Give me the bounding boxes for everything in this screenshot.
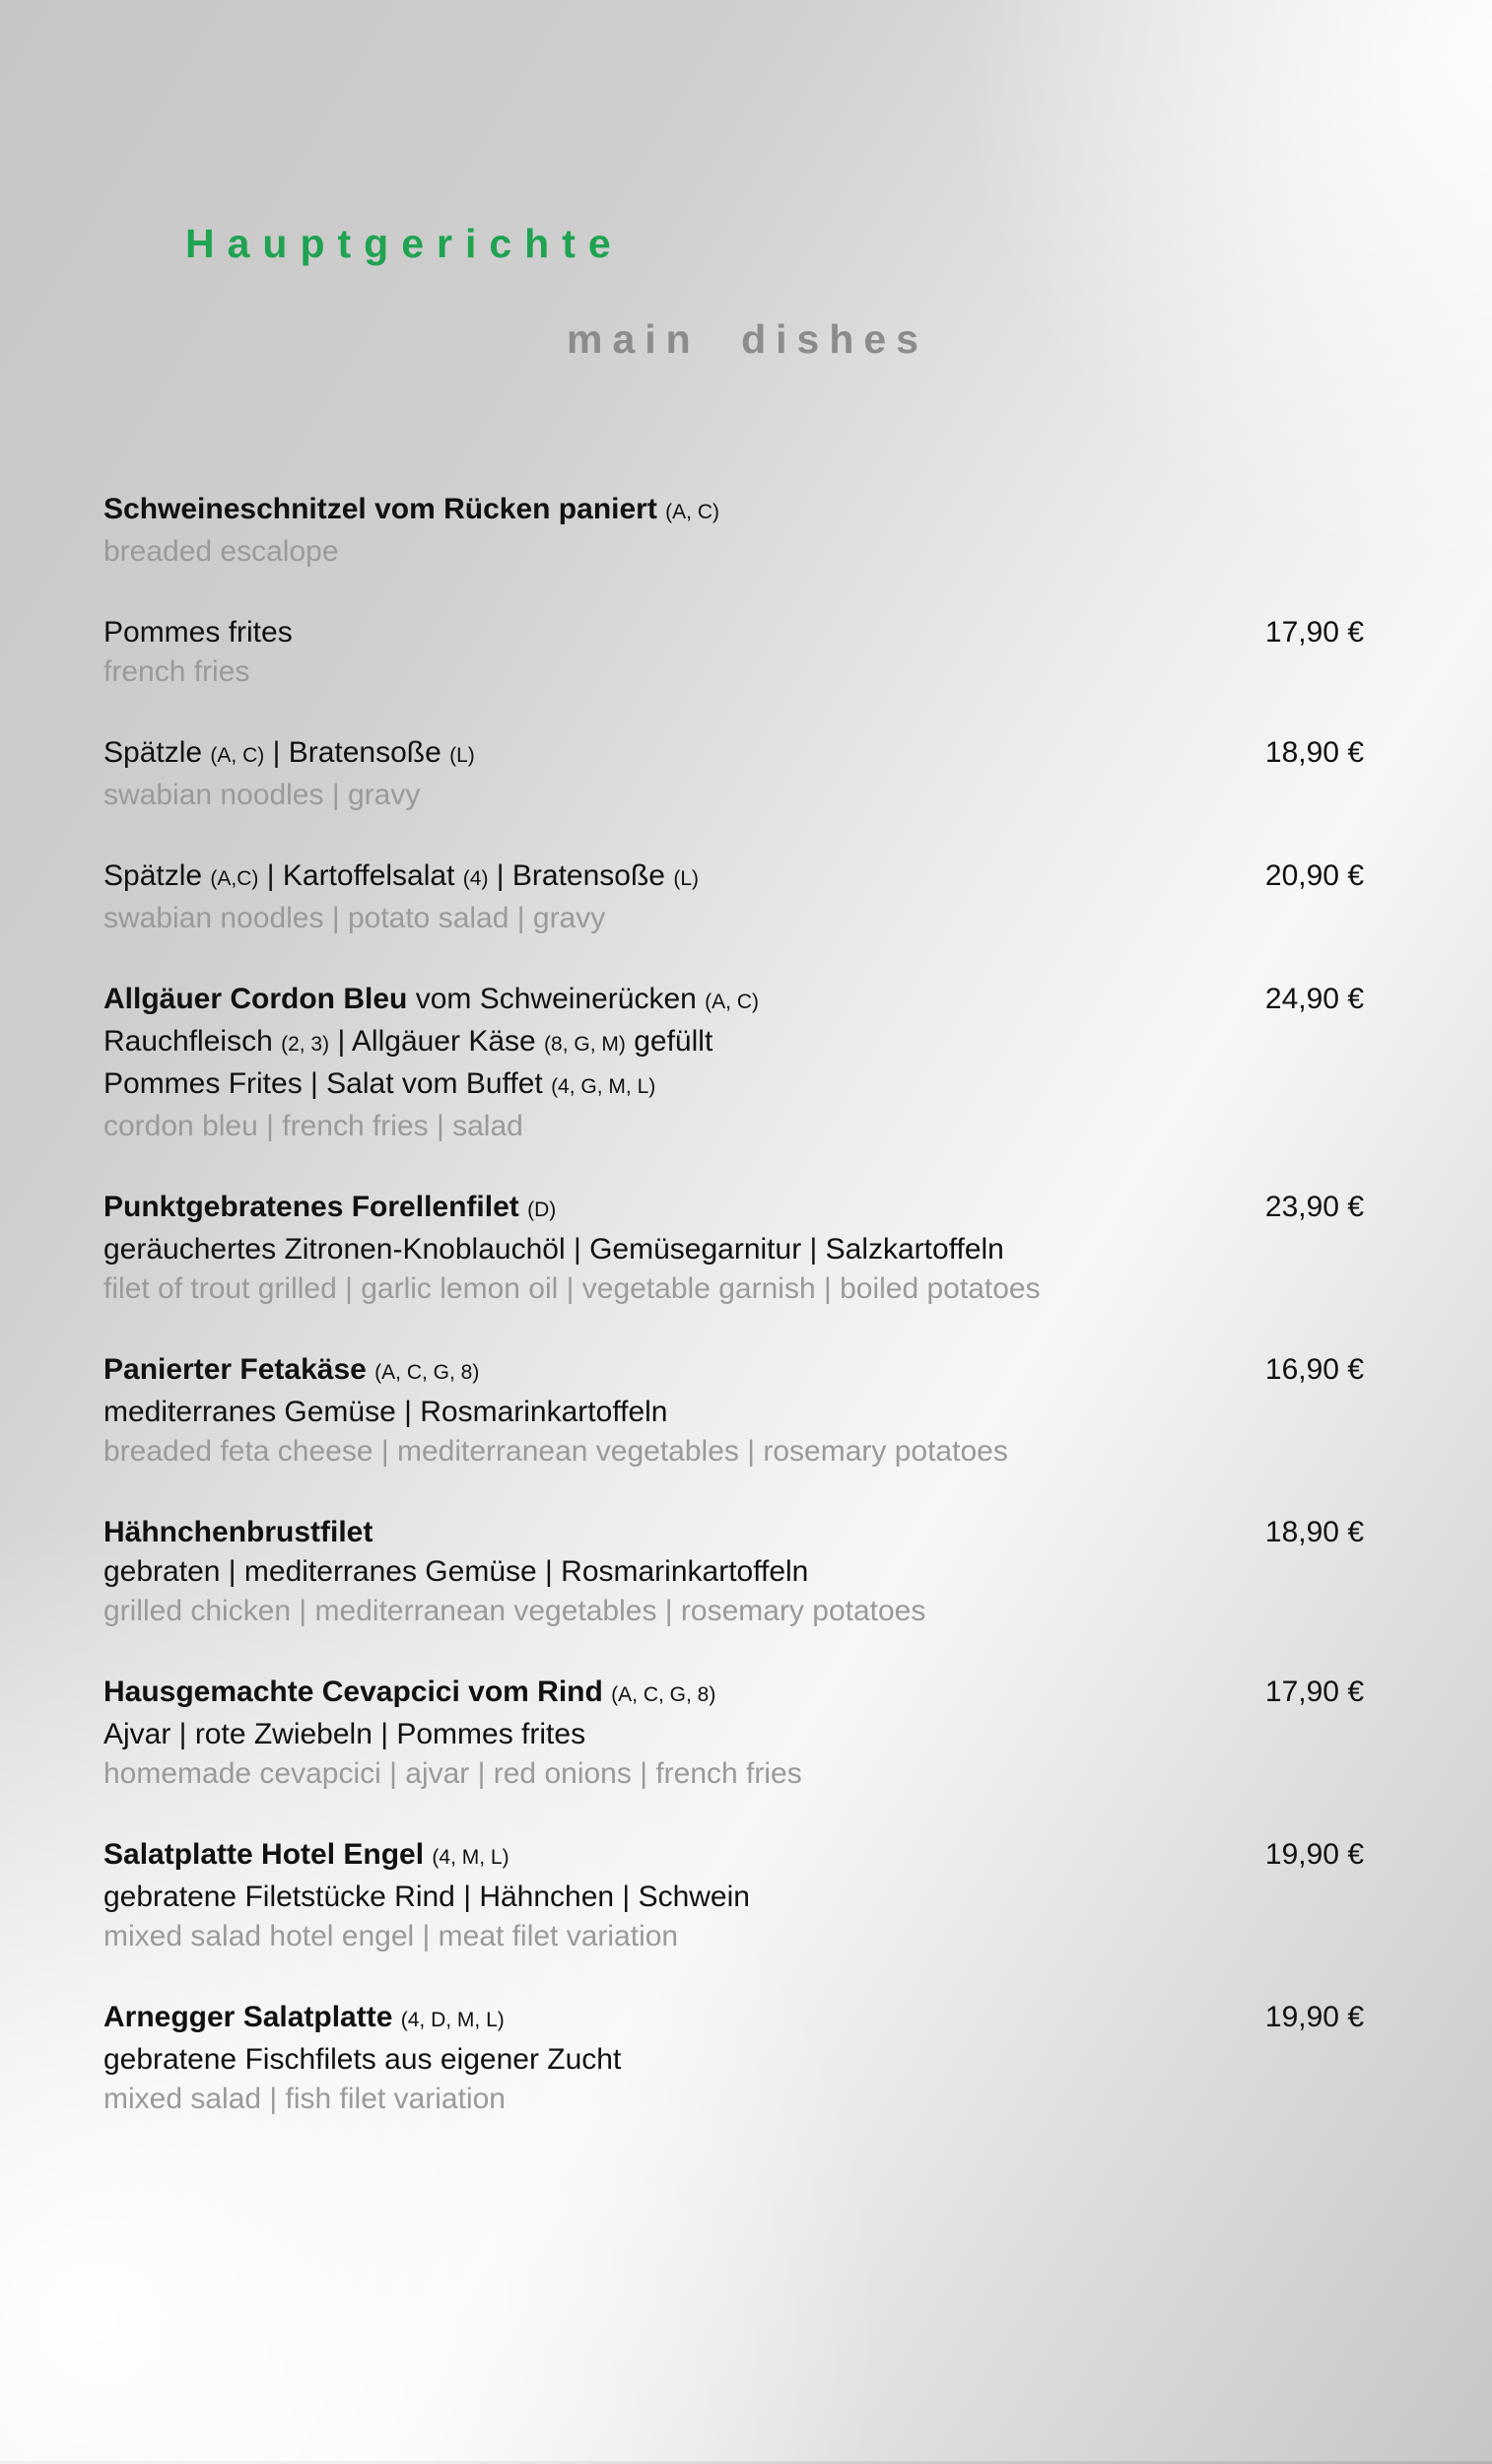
dish-line-german	[103, 856, 1206, 899]
dish-line-german	[103, 1064, 1206, 1107]
menu-item-text	[103, 733, 1206, 815]
dish-name: Panierter Fetakäse	[103, 1353, 375, 1386]
dish-line-english: breaded feta cheese | mediterranean vegetables | rosemary potatoes	[103, 1435, 1008, 1468]
allergen-codes: (A, C)	[210, 744, 265, 767]
dish-price: 19,90 €	[1264, 2001, 1364, 2033]
dish-detail: mediterranes Gemüse | Rosmarinkartoffeln	[103, 1396, 668, 1428]
dish-line-german	[103, 1513, 1206, 1552]
menu-list	[103, 490, 1364, 2160]
dish-detail: Pommes frites	[103, 616, 293, 649]
menu-item	[103, 1835, 1364, 1956]
dish-detail: Spätzle	[103, 859, 211, 892]
dish-detail: Pommes Frites | Salat vom Buffet	[103, 1067, 552, 1100]
allergen-codes: (A, C)	[665, 501, 719, 523]
page-title: Hauptgerichte	[185, 221, 624, 266]
dish-price: 20,90 €	[1264, 859, 1364, 892]
allergen-codes: (A, C, G, 8)	[611, 1683, 716, 1706]
dish-detail: geräuchertes Zitronen-Knoblauchöl | Gemüsegarnitur | Salzkartoffeln	[103, 1233, 1004, 1266]
menu-item-text	[103, 1513, 1206, 1631]
menu-item-text	[103, 490, 1206, 572]
menu-item-text	[103, 1188, 1206, 1309]
dish-line-german	[103, 1715, 1206, 1754]
dish-detail: Rauchfleisch	[103, 1025, 282, 1058]
dish-price: 23,90 €	[1264, 1191, 1364, 1223]
menu-item-text	[103, 1350, 1206, 1472]
dish-line-english: french fries	[103, 655, 250, 688]
dish-detail: | Allgäuer Käse	[329, 1025, 545, 1058]
dish-line-english: homemade cevapcici | ajvar | red onions | french fries	[103, 1757, 802, 1790]
dish-detail: Ajvar | rote Zwiebeln | Pommes frites	[103, 1718, 586, 1750]
allergen-codes: (L)	[449, 744, 475, 767]
menu-item	[103, 1513, 1364, 1631]
dish-line-german	[103, 980, 1206, 1022]
dish-price: 18,90 €	[1264, 1516, 1364, 1548]
dish-line-english: cordon bleu | french fries | salad	[103, 1110, 523, 1142]
dish-line-english: grilled chicken | mediterranean vegetables | rosemary potatoes	[103, 1595, 926, 1627]
allergen-codes: (4, D, M, L)	[400, 2009, 505, 2031]
dish-detail: | Kartoffelsalat	[258, 859, 463, 892]
dish-line-german	[103, 1393, 1206, 1432]
dish-line-german	[103, 1835, 1206, 1878]
allergen-codes: (A, C)	[705, 991, 759, 1013]
dish-price: 18,90 €	[1264, 736, 1364, 769]
menu-item-text	[103, 856, 1206, 938]
menu-item	[103, 613, 1364, 692]
dish-line-german	[103, 2040, 1206, 2080]
dish-line-german	[103, 490, 1206, 532]
allergen-codes: (2, 3)	[281, 1033, 330, 1056]
menu-item	[103, 733, 1364, 815]
allergen-codes: (A, C, G, 8)	[374, 1361, 480, 1384]
dish-price: 17,90 €	[1264, 616, 1364, 649]
menu-item	[103, 490, 1364, 572]
dish-detail: | Bratensoße	[488, 859, 674, 892]
dish-price: 17,90 €	[1264, 1676, 1364, 1708]
dish-detail: | Bratensoße	[264, 736, 450, 769]
dish-name: Allgäuer Cordon Bleu	[103, 983, 408, 1015]
menu-item-text	[103, 1673, 1206, 1794]
dish-line-english: mixed salad hotel engel | meat filet variation	[103, 1920, 679, 1952]
page-subtitle: main dishes	[567, 316, 928, 362]
dish-line-german	[103, 1230, 1206, 1269]
dish-name: Arnegger Salatplatte	[103, 2001, 401, 2033]
allergen-codes: (L)	[673, 867, 699, 890]
dish-name: Punktgebratenes Forellenfilet	[103, 1191, 528, 1223]
allergen-codes: (4, M, L)	[432, 1846, 509, 1869]
allergen-codes: (4)	[462, 867, 489, 890]
dish-name: Schweineschnitzel vom Rücken paniert	[103, 493, 666, 525]
dish-line-english: breaded escalope	[103, 535, 339, 568]
menu-item	[103, 1998, 1364, 2119]
dish-line-german	[103, 1878, 1206, 1917]
menu-item	[103, 980, 1364, 1146]
menu-item-text	[103, 980, 1206, 1146]
menu-item-text	[103, 613, 1206, 692]
dish-detail: vom Schweinerücken	[407, 983, 706, 1015]
allergen-codes: (8, G, M)	[544, 1033, 626, 1056]
dish-detail: gefüllt	[625, 1025, 713, 1058]
dish-detail: gebratene Filetstücke Rind | Hähnchen | Schwein	[103, 1881, 750, 1913]
dish-line-german	[103, 1188, 1206, 1230]
dish-detail: gebraten | mediterranes Gemüse | Rosmarinkartoffeln	[103, 1555, 809, 1588]
dish-line-german	[103, 1673, 1206, 1715]
dish-detail: gebratene Fischfilets aus eigener Zucht	[103, 2043, 622, 2076]
menu-item-text	[103, 1835, 1206, 1956]
dish-line-german	[103, 1552, 1206, 1592]
dish-line-german	[103, 1350, 1206, 1393]
menu-item	[103, 1350, 1364, 1472]
dish-line-english: filet of trout grilled | garlic lemon oil | vegetable garnish | boiled potatoes	[103, 1272, 1041, 1305]
allergen-codes: (4, G, M, L)	[551, 1075, 656, 1098]
menu-item	[103, 1673, 1364, 1794]
menu-item	[103, 856, 1364, 938]
dish-name: Hähnchenbrustfilet	[103, 1516, 373, 1548]
dish-price: 24,90 €	[1264, 983, 1364, 1015]
dish-line-english: mixed salad | fish filet variation	[103, 2083, 506, 2115]
allergen-codes: (D)	[527, 1198, 557, 1221]
allergen-codes: (A,C)	[210, 867, 259, 890]
dish-line-english: swabian noodles | potato salad | gravy	[103, 902, 606, 934]
menu-item	[103, 1188, 1364, 1309]
dish-detail: Spätzle	[103, 736, 211, 769]
menu-item-text	[103, 1998, 1206, 2119]
dish-line-german	[103, 733, 1206, 776]
dish-name: Hausgemachte Cevapcici vom Rind	[103, 1676, 612, 1708]
dish-line-german	[103, 1998, 1206, 2040]
dish-line-german	[103, 613, 1206, 652]
dish-price: 19,90 €	[1264, 1838, 1364, 1871]
dish-name: Salatplatte Hotel Engel	[103, 1838, 433, 1871]
dish-line-german	[103, 1022, 1206, 1064]
dish-price: 16,90 €	[1264, 1353, 1364, 1386]
dish-line-english: swabian noodles | gravy	[103, 779, 421, 811]
